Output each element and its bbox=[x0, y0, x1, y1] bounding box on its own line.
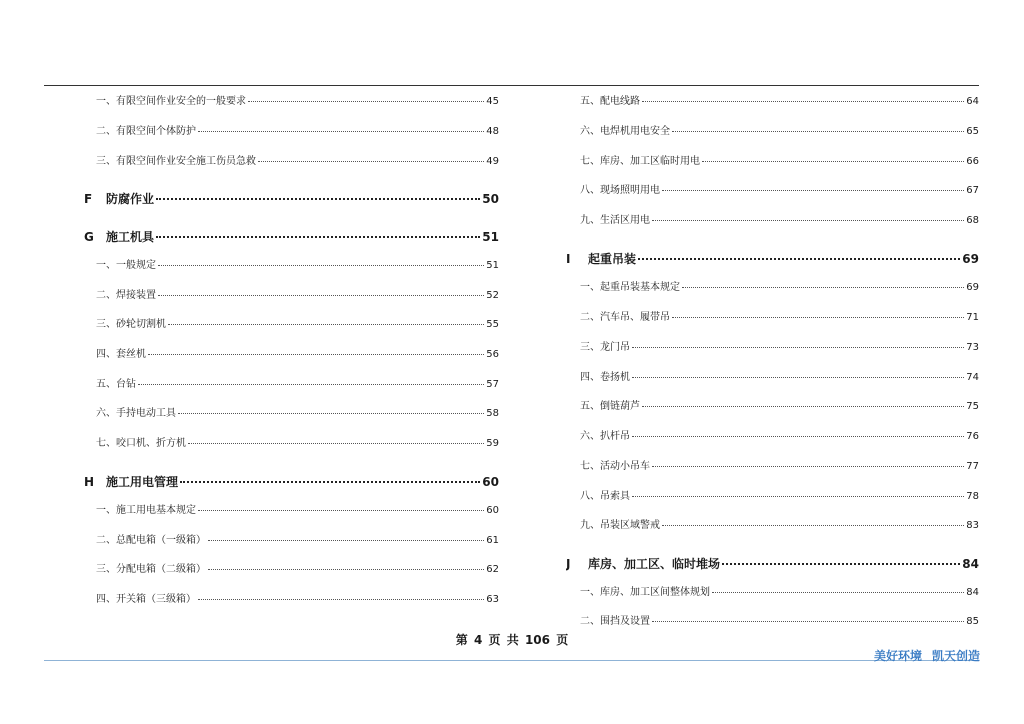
toc-entry[interactable] bbox=[96, 563, 499, 577]
toc-entry[interactable] bbox=[580, 155, 979, 169]
toc-page-number: 73 bbox=[966, 342, 979, 353]
toc-entry-label: 二、总配电箱（一级箱） bbox=[96, 535, 206, 546]
toc-entry[interactable] bbox=[580, 214, 979, 228]
toc-section-title: 库房、加工区、临时堆场 bbox=[588, 557, 721, 571]
toc-section-title: 起重吊装 bbox=[588, 252, 637, 266]
toc-entry-label: 一、起重吊装基本规定 bbox=[580, 282, 680, 293]
page-counter-di: 第 bbox=[455, 633, 468, 647]
toc-page-number: 67 bbox=[966, 185, 979, 196]
toc-page-number: 49 bbox=[486, 156, 499, 167]
toc-entry[interactable] bbox=[96, 437, 499, 451]
toc-entry[interactable] bbox=[580, 460, 979, 474]
toc-dot-leader bbox=[138, 384, 484, 385]
slogan-part-2: 凯天创造 bbox=[931, 649, 980, 663]
toc-entry[interactable] bbox=[580, 400, 979, 414]
toc-dot-leader bbox=[208, 569, 484, 570]
toc-entry[interactable] bbox=[96, 378, 499, 392]
toc-section-letter: I bbox=[566, 252, 571, 266]
toc-entry[interactable] bbox=[96, 125, 499, 139]
toc-dot-leader bbox=[198, 510, 484, 511]
toc-entry-label: 五、配电线路 bbox=[580, 96, 640, 107]
toc-entry[interactable] bbox=[96, 289, 499, 303]
company-slogan bbox=[860, 648, 980, 664]
toc-page-number: 68 bbox=[966, 215, 979, 226]
toc-dot-leader bbox=[652, 220, 964, 221]
toc-dot-leader bbox=[642, 406, 964, 407]
toc-entry-label: 八、现场照明用电 bbox=[580, 185, 660, 196]
toc-dot-leader bbox=[672, 317, 964, 318]
toc-page-number: 66 bbox=[966, 156, 979, 167]
toc-section-title: 防腐作业 bbox=[106, 192, 155, 206]
toc-page-number: 50 bbox=[482, 192, 499, 206]
toc-entry-label: 七、库房、加工区临时用电 bbox=[580, 156, 700, 167]
toc-page-number: 85 bbox=[966, 616, 979, 627]
toc-page-number: 48 bbox=[486, 126, 499, 137]
toc-dot-leader bbox=[722, 563, 960, 565]
toc-entry-label: 三、有限空间作业安全施工伤员急救 bbox=[96, 156, 256, 167]
toc-entry-label: 八、吊索具 bbox=[580, 491, 630, 502]
toc-section-entry[interactable] bbox=[566, 251, 979, 267]
toc-dot-leader bbox=[148, 354, 484, 355]
toc-dot-leader bbox=[662, 190, 964, 191]
toc-page-number: 51 bbox=[486, 260, 499, 271]
toc-entry[interactable] bbox=[580, 184, 979, 198]
toc-entry[interactable] bbox=[580, 519, 979, 533]
toc-page-number: 77 bbox=[966, 461, 979, 472]
toc-page-number: 65 bbox=[966, 126, 979, 137]
toc-entry-label: 一、有限空间作业安全的一般要求 bbox=[96, 96, 246, 107]
toc-entry[interactable] bbox=[96, 155, 499, 169]
toc-entry[interactable] bbox=[580, 615, 979, 629]
toc-entry[interactable] bbox=[96, 534, 499, 548]
toc-dot-leader bbox=[208, 540, 484, 541]
toc-page-number: 62 bbox=[486, 564, 499, 575]
toc-page-number: 71 bbox=[966, 312, 979, 323]
toc-dot-leader bbox=[702, 161, 964, 162]
toc-page-number: 60 bbox=[486, 505, 499, 516]
toc-page-number: 60 bbox=[482, 475, 499, 489]
toc-dot-leader bbox=[180, 481, 480, 483]
toc-entry-label: 六、扒杆吊 bbox=[580, 431, 630, 442]
toc-dot-leader bbox=[198, 599, 484, 600]
toc-entry-label: 七、咬口机、折方机 bbox=[96, 438, 186, 449]
toc-section-entry[interactable] bbox=[84, 474, 499, 490]
toc-entry-label: 五、倒链葫芦 bbox=[580, 401, 640, 412]
page-counter-current: 4 bbox=[473, 633, 483, 647]
toc-page-number: 56 bbox=[486, 349, 499, 360]
toc-section-letter: H bbox=[84, 475, 95, 489]
toc-dot-leader bbox=[632, 436, 964, 437]
slogan-part-1: 美好环境 bbox=[873, 649, 922, 663]
toc-dot-leader bbox=[712, 592, 964, 593]
header-rule bbox=[44, 85, 979, 86]
toc-entry[interactable] bbox=[580, 341, 979, 355]
toc-dot-leader bbox=[188, 443, 484, 444]
toc-entry-label: 一、一般规定 bbox=[96, 260, 156, 271]
toc-page-number: 74 bbox=[966, 372, 979, 383]
toc-entry-label bbox=[566, 251, 636, 267]
page-counter-ye1: 页 bbox=[488, 633, 501, 647]
toc-page-number: 45 bbox=[486, 96, 499, 107]
toc-page-number: 55 bbox=[486, 319, 499, 330]
toc-entry-label: 四、卷扬机 bbox=[580, 372, 630, 383]
toc-section-entry[interactable] bbox=[84, 191, 499, 207]
toc-page-number: 69 bbox=[966, 282, 979, 293]
toc-entry-label: 四、开关箱（三级箱） bbox=[96, 594, 196, 605]
toc-entry-label: 二、围挡及设置 bbox=[580, 616, 650, 627]
toc-entry-label: 九、生活区用电 bbox=[580, 215, 650, 226]
toc-dot-leader bbox=[638, 258, 960, 260]
page-counter bbox=[0, 632, 1024, 648]
toc-page-number: 69 bbox=[962, 252, 979, 266]
toc-entry-label: 四、套丝机 bbox=[96, 349, 146, 360]
toc-dot-leader bbox=[662, 525, 964, 526]
toc-entry-label bbox=[84, 229, 154, 245]
toc-page-number: 57 bbox=[486, 379, 499, 390]
toc-entry[interactable] bbox=[580, 490, 979, 504]
toc-entry[interactable] bbox=[580, 125, 979, 139]
toc-entry[interactable] bbox=[580, 430, 979, 444]
toc-section-entry[interactable] bbox=[566, 556, 979, 572]
toc-entry-label: 七、活动小吊车 bbox=[580, 461, 650, 472]
toc-entry[interactable] bbox=[96, 407, 499, 421]
toc-entry-label: 一、库房、加工区间整体规划 bbox=[580, 587, 710, 598]
toc-page-number: 63 bbox=[486, 594, 499, 605]
toc-dot-leader bbox=[632, 347, 964, 348]
toc-entry[interactable] bbox=[96, 259, 499, 273]
toc-entry-label: 三、砂轮切割机 bbox=[96, 319, 166, 330]
toc-dot-leader bbox=[168, 324, 484, 325]
toc-page-number: 52 bbox=[486, 290, 499, 301]
toc-dot-leader bbox=[632, 377, 964, 378]
toc-entry-label: 三、龙门吊 bbox=[580, 342, 630, 353]
toc-section-entry[interactable] bbox=[84, 229, 499, 245]
toc-dot-leader bbox=[652, 466, 964, 467]
toc-page-number: 78 bbox=[966, 491, 979, 502]
toc-dot-leader bbox=[158, 295, 484, 296]
toc-entry[interactable] bbox=[96, 95, 499, 109]
toc-entry-label: 六、电焊机用电安全 bbox=[580, 126, 670, 137]
toc-entry[interactable] bbox=[580, 311, 979, 325]
toc-dot-leader bbox=[248, 101, 484, 102]
toc-entry-label: 五、台钻 bbox=[96, 379, 136, 390]
toc-entry[interactable] bbox=[580, 586, 979, 600]
toc-dot-leader bbox=[652, 621, 964, 622]
toc-dot-leader bbox=[158, 265, 484, 266]
toc-dot-leader bbox=[672, 131, 964, 132]
toc-entry[interactable] bbox=[96, 348, 499, 362]
toc-page-number: 75 bbox=[966, 401, 979, 412]
toc-page-number: 76 bbox=[966, 431, 979, 442]
toc-page-number: 84 bbox=[966, 587, 979, 598]
toc-section-letter: F bbox=[84, 192, 93, 206]
toc-section-letter: J bbox=[566, 557, 571, 571]
toc-entry-label: 六、手持电动工具 bbox=[96, 408, 176, 419]
toc-page-number: 59 bbox=[486, 438, 499, 449]
toc-dot-leader bbox=[156, 236, 480, 238]
toc-entry[interactable] bbox=[96, 504, 499, 518]
page-counter-total: 106 bbox=[524, 633, 550, 647]
toc-entry[interactable] bbox=[96, 318, 499, 332]
toc-dot-leader bbox=[198, 131, 484, 132]
toc-entry-label: 一、施工用电基本规定 bbox=[96, 505, 196, 516]
page-counter-ye2: 页 bbox=[556, 633, 569, 647]
toc-page-number: 83 bbox=[966, 520, 979, 531]
toc-dot-leader bbox=[156, 198, 480, 200]
toc-page-number: 84 bbox=[962, 557, 979, 571]
toc-entry[interactable] bbox=[580, 95, 979, 109]
toc-entry-label: 二、有限空间个体防护 bbox=[96, 126, 196, 137]
toc-entry-label bbox=[84, 191, 154, 207]
toc-entry-label bbox=[84, 474, 178, 490]
page-counter-gong: 共 bbox=[506, 633, 519, 647]
toc-dot-leader bbox=[642, 101, 964, 102]
toc-dot-leader bbox=[632, 496, 964, 497]
toc-dot-leader bbox=[258, 161, 484, 162]
footer-rule bbox=[44, 660, 979, 661]
toc-entry[interactable] bbox=[96, 593, 499, 607]
toc-page-number: 64 bbox=[966, 96, 979, 107]
toc-entry[interactable] bbox=[580, 281, 979, 295]
toc-entry-label: 九、吊装区域警戒 bbox=[580, 520, 660, 531]
toc-page-number: 51 bbox=[482, 230, 499, 244]
toc-entry-label: 三、分配电箱（二级箱） bbox=[96, 564, 206, 575]
toc-page-number: 61 bbox=[486, 535, 499, 546]
toc-section-title: 施工机具 bbox=[106, 230, 155, 244]
toc-dot-leader bbox=[682, 287, 964, 288]
toc-entry-label: 二、汽车吊、履带吊 bbox=[580, 312, 670, 323]
toc-dot-leader bbox=[178, 413, 484, 414]
toc-entry[interactable] bbox=[580, 371, 979, 385]
toc-page-number: 58 bbox=[486, 408, 499, 419]
toc-entry-label: 二、焊接装置 bbox=[96, 290, 156, 301]
toc-section-letter: G bbox=[84, 230, 94, 244]
toc-section-title: 施工用电管理 bbox=[106, 475, 179, 489]
toc-entry-label bbox=[566, 556, 720, 572]
